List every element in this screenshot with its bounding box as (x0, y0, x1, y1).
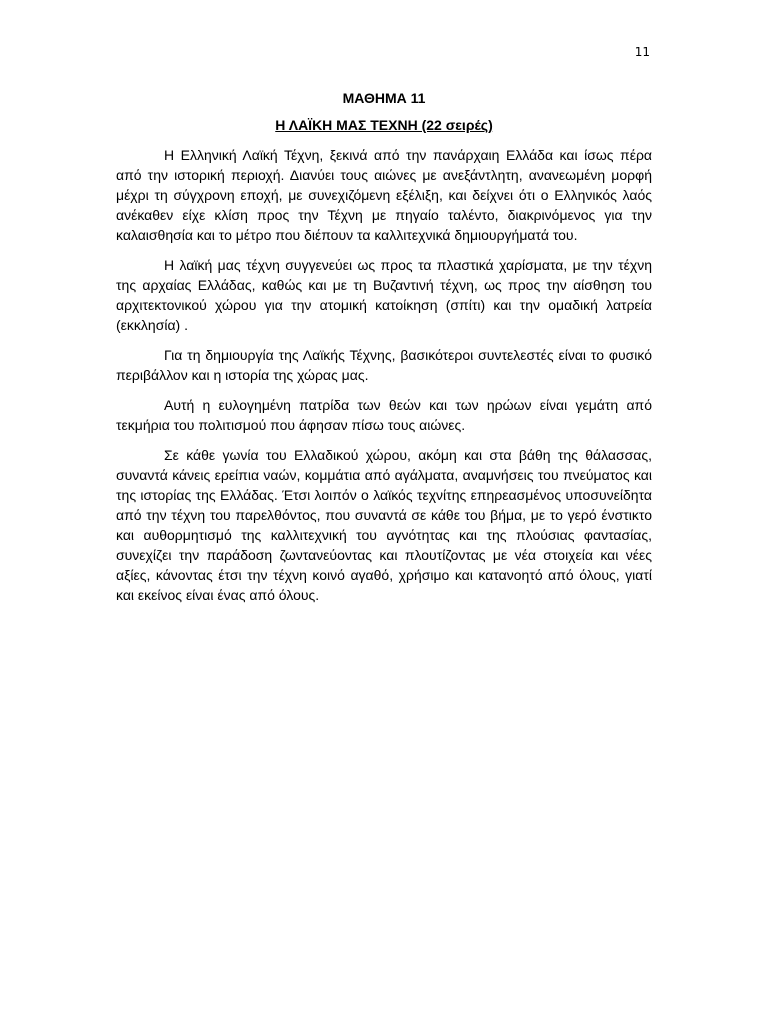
lesson-subtitle: Η ΛΑΪΚΗ ΜΑΣ ΤΕΧΝΗ (22 σειρές) (275, 117, 493, 133)
lesson-title: ΜΑΘΗΜΑ 11 (342, 90, 426, 106)
paragraph: Για τη δημιουργία της Λαϊκής Τέχνης, βασικότεροι συντελεστές είναι το φυσικό περιβάλλον και η ιστορία της χώρας μας. (116, 347, 652, 383)
paragraph: Η λαϊκή μας τέχνη συγγενεύει ως προς τα πλαστικά χαρίσματα, με την τέχνη της αρχαίας Ελλάδας, καθώς και με τη Βυζαντινή τέχνη, ως προς την αίσθηση του αρχιτεκτονικού χώρου για την ατομική κατοίκηση (σπίτι) και την ομαδική λατρεία (εκκλησία) . (116, 257, 652, 333)
document-body (116, 89, 652, 615)
paragraph: Η Ελληνική Λαϊκή Τέχνη, ξεκινά από την πανάρχαιη Ελλάδα και ίσως πέρα από την ιστορική περιοχή. Διανύει τους αιώνες με ανεξάντλητη, ανανεωμένη μορφή μέχρι τη σύγχρονη εποχή, με συνεχιζόμενη εξέλιξη, και δείχνει ότι ο Ελληνικός λαός ανέκαθεν είχε κλίση προς την Τέχνη με πηγαίο ταλέντο, διακρινόμενος για την καλαισθησία και το μέτρο που διέπουν τα καλλιτεχνικά δημιουργήματά του. (116, 147, 652, 243)
paragraph: Αυτή η ευλογημένη πατρίδα των θεών και των ηρώων είναι γεμάτη από τεκμήρια του πολιτισμού που άφησαν πίσω τους αιώνες. (116, 397, 652, 433)
page-number: 11 (634, 45, 650, 59)
paragraph: Σε κάθε γωνία του Ελλαδικού χώρου, ακόμη και στα βάθη της θάλασσας, συναντά κάνεις ερείπια ναών, κομμάτια από αγάλματα, αναμνήσεις του πνεύματος και της ιστορίας της Ελλάδας. Έτσι λοιπόν ο λαϊκός τεχνίτης επηρεασμένος υποσυνείδητα από την τέχνη του παρελθόντος, που συναντά σε κάθε του βήμα, με το γερό ένστικτο και αυθορμητισμό της καλλιτεχνική του αγνότητας και της πλούσιας φαντασίας, συνεχίζει την παράδοση ζωντανεύοντας και πλουτίζοντας με νέα στοιχεία και νέες αξίες, κάνοντας έτσι την τέχνη κοινό αγαθό, χρήσιμο και κατανοητό από όλους, γιατί και εκείνος είναι ένας από όλους. (116, 447, 652, 603)
